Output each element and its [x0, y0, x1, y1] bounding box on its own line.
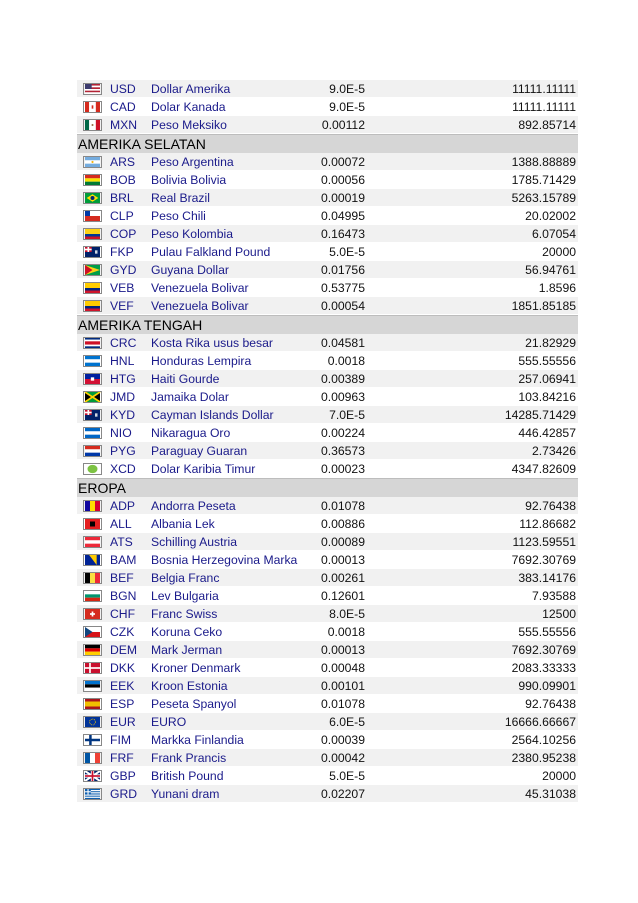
argentina-flag-icon: [83, 156, 102, 168]
inverse-rate: 1785.71429: [511, 172, 576, 187]
exchange-rate: 0.00224: [320, 425, 365, 440]
currency-row: [77, 767, 578, 785]
flag-cell: [77, 264, 108, 276]
exchange-rate: 0.00261: [320, 570, 365, 585]
currency-row: [77, 623, 578, 641]
currency-name[interactable]: Peso Argentina: [151, 154, 234, 169]
currency-row: [77, 533, 578, 551]
inverse-rate: 990.09901: [518, 678, 576, 693]
flag-cell: [77, 300, 108, 312]
currency-code[interactable]: ESP: [110, 696, 135, 711]
currency-name[interactable]: Venezuela Bolivar: [151, 280, 249, 295]
exchange-rate: 0.00963: [320, 389, 365, 404]
currency-name[interactable]: Nikaragua Oro: [151, 425, 231, 440]
flag-cell: [77, 770, 108, 782]
currency-row: [77, 641, 578, 659]
austria-flag-icon: [83, 536, 102, 548]
flag-cell: [77, 192, 108, 204]
currency-row: [77, 677, 578, 695]
currency-code[interactable]: XCD: [110, 461, 136, 476]
flag-cell: [77, 590, 108, 602]
currency-code[interactable]: ALL: [110, 516, 132, 531]
currency-name[interactable]: Lev Bulgaria: [151, 588, 219, 603]
inverse-rate: 2083.33333: [511, 660, 576, 675]
flag-cell: [77, 427, 108, 439]
inverse-rate: 555.55556: [518, 353, 576, 368]
currency-name[interactable]: Markka Finlandia: [151, 732, 244, 747]
flag-cell: [77, 518, 108, 530]
exchange-rate: 0.00056: [320, 172, 365, 187]
flag-cell: [77, 662, 108, 674]
inverse-rate: 20.02002: [525, 208, 576, 223]
currency-name[interactable]: Real Brazil: [151, 190, 210, 205]
bolivia-flag-icon: [83, 174, 102, 186]
currency-code[interactable]: FIM: [110, 732, 131, 747]
exchange-rate: 0.16473: [320, 226, 365, 241]
inverse-rate: 1.8596: [538, 280, 576, 295]
flag-cell: [77, 716, 108, 728]
paraguay-flag-icon: [83, 445, 102, 457]
exchange-rate: 6.0E-5: [329, 714, 365, 729]
currency-row: [77, 243, 578, 261]
currency-code[interactable]: FKP: [110, 244, 134, 259]
currency-name[interactable]: Franc Swiss: [151, 606, 218, 621]
currency-name[interactable]: Venezuela Bolivar: [151, 298, 249, 313]
flag-cell: [77, 355, 108, 367]
currency-row: [77, 460, 578, 478]
currency-code[interactable]: GYD: [110, 262, 137, 277]
finland-flag-icon: [83, 734, 102, 746]
currency-code[interactable]: ADP: [110, 498, 136, 513]
currency-code[interactable]: BOB: [110, 172, 136, 187]
currency-name[interactable]: Honduras Lempira: [151, 353, 252, 368]
inverse-rate: 7.93588: [531, 588, 576, 603]
inverse-rate: 257.06941: [518, 371, 576, 386]
currency-code[interactable]: HNL: [110, 353, 135, 368]
currency-row: [77, 370, 578, 388]
currency-code[interactable]: GRD: [110, 786, 138, 801]
currency-code[interactable]: HTG: [110, 371, 136, 386]
currency-name[interactable]: Jamaika Dolar: [151, 389, 229, 404]
currency-name[interactable]: Peso Chili: [151, 208, 206, 223]
venezuela-flag-icon: [83, 300, 102, 312]
flag-cell: [77, 391, 108, 403]
france-flag-icon: [83, 752, 102, 764]
currency-row: [77, 297, 578, 315]
currency-name[interactable]: Andorra Peseta: [151, 498, 236, 513]
currency-code[interactable]: EEK: [110, 678, 135, 693]
nicaragua-flag-icon: [83, 427, 102, 439]
currency-row: [77, 587, 578, 605]
currency-row: [77, 116, 578, 134]
currency-name[interactable]: Koruna Ceko: [151, 624, 223, 639]
currency-code[interactable]: FRF: [110, 750, 134, 765]
region-heading: AMERIKA TENGAH: [77, 315, 578, 334]
flag-cell: [77, 644, 108, 656]
currency-row: [77, 406, 578, 424]
currency-row: [77, 80, 578, 98]
inverse-rate: 112.86682: [519, 516, 576, 531]
currency-row: [77, 785, 578, 803]
inverse-rate: 6.07054: [531, 226, 576, 241]
currency-name[interactable]: Bosnia Herzegovina Marka: [151, 552, 298, 567]
inverse-rate: 11111.11111: [512, 99, 576, 114]
flag-cell: [77, 282, 108, 294]
currency-code[interactable]: VEB: [110, 280, 135, 295]
currency-name[interactable]: Guyana Dollar: [151, 262, 229, 277]
currency-code[interactable]: GBP: [110, 768, 136, 783]
currency-name[interactable]: Schilling Austria: [151, 534, 238, 549]
currency-code[interactable]: CRC: [110, 335, 137, 350]
belgium-flag-icon: [83, 572, 102, 584]
flag-cell: [77, 734, 108, 746]
exchange-rate: 0.02207: [320, 786, 365, 801]
inverse-rate: 1388.88889: [511, 154, 576, 169]
inverse-rate: 7692.30769: [511, 642, 576, 657]
currency-row: [77, 713, 578, 731]
exchange-rate: 0.00072: [320, 154, 365, 169]
currency-row: [77, 749, 578, 767]
currency-code[interactable]: BAM: [110, 552, 137, 567]
currency-name[interactable]: Frank Prancis: [151, 750, 227, 765]
inverse-rate: 446.42857: [518, 425, 576, 440]
eu-flag-icon: [83, 716, 102, 728]
currency-code[interactable]: CLP: [110, 208, 134, 223]
currency-code[interactable]: BGN: [110, 588, 137, 603]
inverse-rate: 92.76438: [525, 696, 576, 711]
usa-flag-icon: [83, 83, 102, 95]
bulgaria-flag-icon: [83, 590, 102, 602]
currency-row: [77, 153, 578, 171]
currency-row: [77, 207, 578, 225]
currency-name[interactable]: Kroner Denmark: [151, 660, 241, 675]
currency-code[interactable]: KYD: [110, 407, 136, 422]
flag-cell: [77, 101, 108, 113]
exchange-rate: 0.0018: [327, 624, 365, 639]
currency-row: [77, 695, 578, 713]
flag-cell: [77, 409, 108, 421]
flag-cell: [77, 337, 108, 349]
exchange-rate: 0.00013: [320, 642, 365, 657]
inverse-rate: 2380.95238: [511, 750, 576, 765]
inverse-rate: 20000: [542, 244, 576, 259]
venezuela-flag-icon: [83, 282, 102, 294]
greece-flag-icon: [83, 788, 102, 800]
currency-name[interactable]: Bolivia Bolivia: [151, 172, 227, 187]
falkland-flag-icon: [83, 246, 102, 258]
inverse-rate: 7692.30769: [511, 552, 576, 567]
inverse-rate: 2564.10256: [511, 732, 576, 747]
currency-name[interactable]: Haiti Gourde: [151, 371, 220, 386]
currency-code[interactable]: BEF: [110, 570, 134, 585]
currency-code[interactable]: DEM: [110, 642, 138, 657]
currency-name[interactable]: Dollar Amerika: [151, 81, 231, 96]
germany-flag-icon: [83, 644, 102, 656]
cayman-flag-icon: [83, 409, 102, 421]
flag-cell: [77, 445, 108, 457]
spain-flag-icon: [83, 698, 102, 710]
currency-row: [77, 424, 578, 442]
currency-code[interactable]: CZK: [110, 624, 135, 639]
exchange-rate: 0.00389: [320, 371, 365, 386]
exchange-rate: 0.00112: [321, 117, 365, 132]
currency-code[interactable]: JMD: [110, 389, 136, 404]
inverse-rate: 92.76438: [525, 498, 576, 513]
inverse-rate: 383.14176: [518, 570, 576, 585]
currency-name[interactable]: EURO: [151, 714, 187, 729]
currency-code[interactable]: CAD: [110, 99, 136, 114]
exchange-rate: 0.00019: [320, 190, 365, 205]
exchange-rate: 5.0E-5: [329, 768, 365, 783]
currency-code[interactable]: MXN: [110, 117, 138, 132]
exchange-rate: 0.00039: [320, 732, 365, 747]
exchange-rate: 0.00042: [320, 750, 365, 765]
currency-name[interactable]: Belgia Franc: [151, 570, 220, 585]
exchange-rate: 0.01756: [320, 262, 365, 277]
honduras-flag-icon: [83, 355, 102, 367]
flag-cell: [77, 698, 108, 710]
currency-name[interactable]: Peso Kolombia: [151, 226, 233, 241]
currency-name[interactable]: Kroon Estonia: [151, 678, 228, 693]
chile-flag-icon: [83, 210, 102, 222]
flag-cell: [77, 788, 108, 800]
currency-table: [77, 80, 578, 803]
currency-row: [77, 98, 578, 116]
flag-cell: [77, 156, 108, 168]
exchange-rate: 0.00886: [320, 516, 365, 531]
currency-code[interactable]: PYG: [110, 443, 136, 458]
currency-code[interactable]: BRL: [110, 190, 134, 205]
exchange-rate: 0.00101: [320, 678, 365, 693]
currency-row: [77, 569, 578, 587]
currency-code[interactable]: COP: [110, 226, 137, 241]
currency-code[interactable]: CHF: [110, 606, 136, 621]
inverse-rate: 103.84216: [518, 389, 576, 404]
inverse-rate: 21.82929: [525, 335, 576, 350]
czech-flag-icon: [83, 626, 102, 638]
exchange-rate: 0.00013: [320, 552, 365, 567]
jamaica-flag-icon: [83, 391, 102, 403]
currency-row: [77, 261, 578, 279]
currency-row: [77, 551, 578, 569]
flag-cell: [77, 536, 108, 548]
haiti-flag-icon: [83, 373, 102, 385]
region-heading: EROPA: [77, 478, 578, 497]
flag-cell: [77, 83, 108, 95]
switzerland-flag-icon: [83, 608, 102, 620]
inverse-rate: 892.85714: [518, 117, 576, 132]
currency-code[interactable]: NIO: [110, 425, 132, 440]
inverse-rate: 11111.11111: [512, 81, 576, 96]
inverse-rate: 56.94761: [525, 262, 576, 277]
bosnia-flag-icon: [83, 554, 102, 566]
currency-code[interactable]: EUR: [110, 714, 136, 729]
inverse-rate: 1123.59551: [512, 534, 576, 549]
canada-flag-icon: [83, 101, 102, 113]
costa-rica-flag-icon: [83, 337, 102, 349]
currency-row: [77, 334, 578, 352]
flag-cell: [77, 608, 108, 620]
inverse-rate: 12500: [542, 606, 576, 621]
mexico-flag-icon: [83, 119, 102, 131]
inverse-rate: 45.31038: [525, 786, 576, 801]
currency-code[interactable]: DKK: [110, 660, 136, 675]
estonia-flag-icon: [83, 680, 102, 692]
brazil-flag-icon: [83, 192, 102, 204]
exchange-rate: 9.0E-5: [329, 81, 365, 96]
exchange-rate: 0.12601: [320, 588, 365, 603]
flag-cell: [77, 554, 108, 566]
currency-row: [77, 497, 578, 515]
albania-flag-icon: [83, 518, 102, 530]
uk-flag-icon: [83, 770, 102, 782]
flag-cell: [77, 752, 108, 764]
exchange-rate: 0.01078: [320, 696, 365, 711]
currency-name[interactable]: Kosta Rika usus besar: [151, 335, 273, 350]
currency-name[interactable]: Peso Meksiko: [151, 117, 227, 132]
inverse-rate: 14285.71429: [504, 407, 576, 422]
andorra-flag-icon: [83, 500, 102, 512]
currency-name[interactable]: Mark Jerman: [151, 642, 223, 657]
guyana-flag-icon: [83, 264, 102, 276]
flag-cell: [77, 680, 108, 692]
flag-cell: [77, 210, 108, 222]
exchange-rate: 9.0E-5: [329, 99, 365, 114]
inverse-rate: 5263.15789: [511, 190, 576, 205]
currency-name[interactable]: Yunani dram: [151, 786, 220, 801]
currency-row: [77, 659, 578, 677]
flag-cell: [77, 373, 108, 385]
flag-cell: [77, 228, 108, 240]
exchange-rate: 0.00048: [320, 660, 365, 675]
inverse-rate: 555.55556: [518, 624, 576, 639]
flag-cell: [77, 626, 108, 638]
currency-name[interactable]: Cayman Islands Dollar: [151, 407, 274, 422]
exchange-rate: 0.00023: [320, 461, 365, 476]
flag-cell: [77, 463, 108, 475]
east-caribbean-icon: [83, 463, 102, 475]
flag-cell: [77, 246, 108, 258]
exchange-rate: 0.00054: [320, 298, 365, 313]
region-heading: AMERIKA SELATAN: [77, 134, 578, 153]
exchange-rate: 0.0018: [327, 353, 365, 368]
inverse-rate: 1851.85185: [511, 298, 576, 313]
exchange-rate: 0.04995: [320, 208, 365, 223]
currency-row: [77, 515, 578, 533]
currency-name[interactable]: Dolar Karibia Timur: [151, 461, 256, 476]
currency-row: [77, 189, 578, 207]
inverse-rate: 20000: [542, 768, 576, 783]
currency-code[interactable]: VEF: [110, 298, 134, 313]
currency-name[interactable]: Dolar Kanada: [151, 99, 226, 114]
currency-row: [77, 605, 578, 623]
inverse-rate: 4347.82609: [511, 461, 576, 476]
currency-row: [77, 225, 578, 243]
exchange-rate: 8.0E-5: [329, 606, 365, 621]
currency-row: [77, 171, 578, 189]
flag-cell: [77, 500, 108, 512]
currency-name[interactable]: Paraguay Guaran: [151, 443, 248, 458]
currency-name[interactable]: Albania Lek: [151, 516, 215, 531]
denmark-flag-icon: [83, 662, 102, 674]
currency-code[interactable]: USD: [110, 81, 136, 96]
exchange-rate: 7.0E-5: [329, 407, 365, 422]
inverse-rate: 2.73426: [531, 443, 576, 458]
currency-name[interactable]: British Pound: [151, 768, 224, 783]
currency-row: [77, 388, 578, 406]
currency-row: [77, 279, 578, 297]
currency-row: [77, 731, 578, 749]
exchange-rate: 0.36573: [320, 443, 365, 458]
currency-row: [77, 442, 578, 460]
currency-name[interactable]: Pulau Falkland Pound: [151, 244, 271, 259]
exchange-rate: 5.0E-5: [329, 244, 365, 259]
colombia-flag-icon: [83, 228, 102, 240]
exchange-rate: 0.00089: [320, 534, 365, 549]
flag-cell: [77, 119, 108, 131]
exchange-rate: 0.04581: [320, 335, 365, 350]
inverse-rate: 16666.66667: [504, 714, 576, 729]
exchange-rate: 0.01078: [320, 498, 365, 513]
flag-cell: [77, 174, 108, 186]
exchange-rate: 0.53775: [320, 280, 365, 295]
currency-code[interactable]: ARS: [110, 154, 136, 169]
currency-code[interactable]: ATS: [110, 534, 133, 549]
currency-row: [77, 352, 578, 370]
currency-name[interactable]: Peseta Spanyol: [151, 696, 237, 711]
flag-cell: [77, 572, 108, 584]
